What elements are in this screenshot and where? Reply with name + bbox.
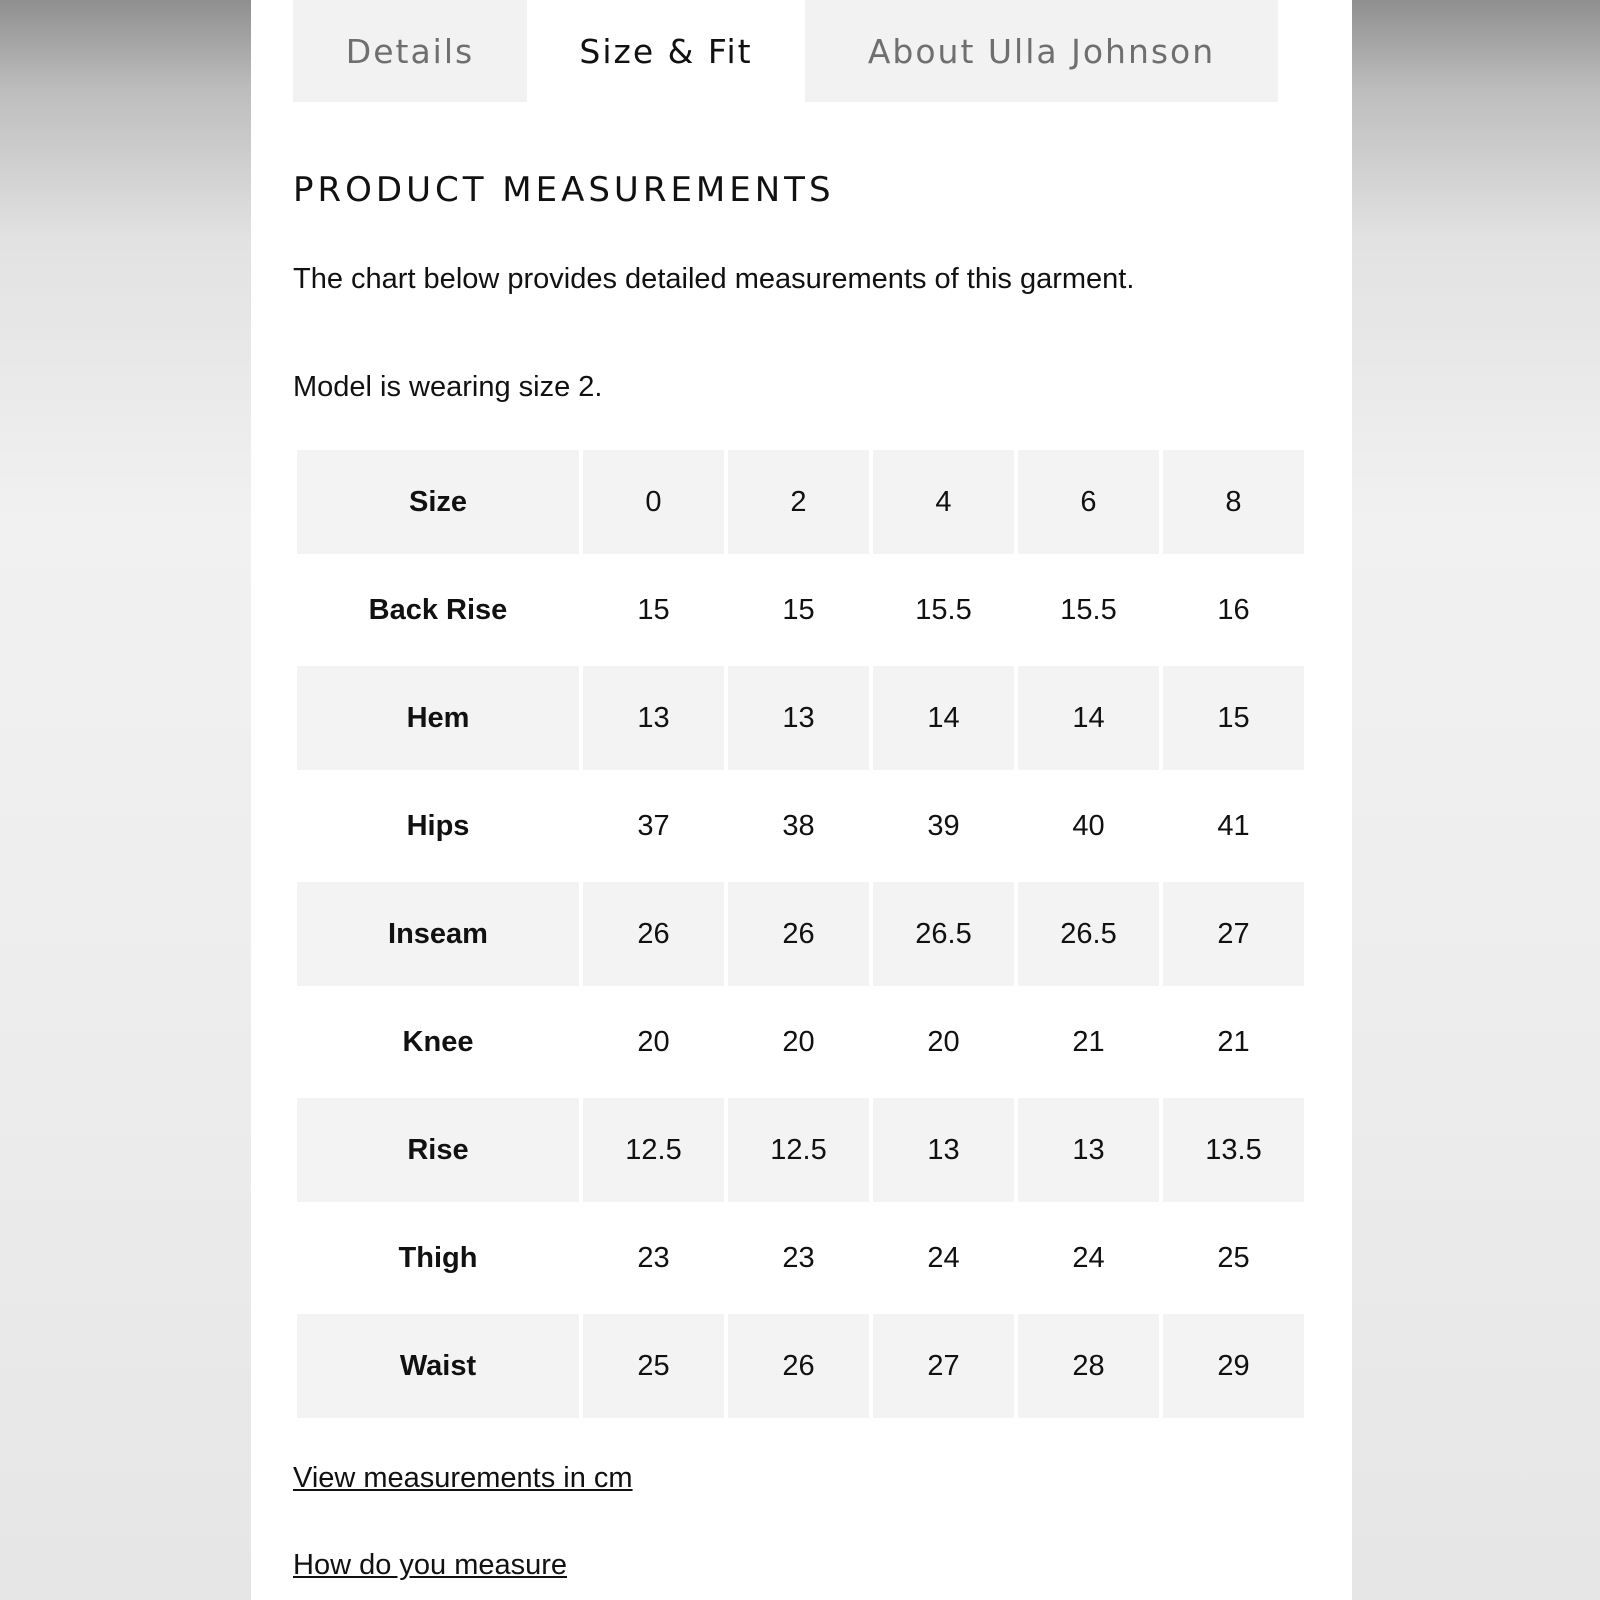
measurements-table: [293, 446, 1308, 1422]
table-cell: 21: [1072, 1025, 1105, 1058]
table-cell: 23: [637, 1241, 670, 1274]
table-cell: 13: [873, 1098, 1014, 1202]
table-row: [297, 1098, 1304, 1202]
table-cell: 13: [1018, 1098, 1159, 1202]
table-cell: 24: [1072, 1241, 1105, 1274]
row-label: Waist: [297, 1314, 579, 1418]
table-cell: 21: [1217, 1025, 1250, 1058]
table-cell: 12.5: [583, 1098, 724, 1202]
table-cell: 15: [1163, 666, 1304, 770]
table-cell: 39: [927, 809, 960, 842]
table-cell: 15.5: [915, 593, 972, 626]
size-header-cell: 4: [873, 450, 1014, 554]
product-panel: [251, 0, 1352, 1600]
row-label: Rise: [297, 1098, 579, 1202]
tab-details[interactable]: Details: [293, 0, 527, 102]
size-header-cell: 8: [1163, 450, 1304, 554]
table-header-row: [297, 450, 1304, 554]
table-cell: 26.5: [873, 882, 1014, 986]
table-cell: 12.5: [728, 1098, 869, 1202]
row-label: Knee: [402, 1025, 474, 1058]
table-cell: 26: [583, 882, 724, 986]
table-row: [297, 774, 1304, 878]
table-cell: 14: [1018, 666, 1159, 770]
table-cell: 29: [1163, 1314, 1304, 1418]
model-size-note: Model is wearing size 2.: [293, 371, 603, 403]
row-label: Hips: [406, 809, 470, 842]
table-row: [297, 882, 1304, 986]
table-cell: 41: [1217, 809, 1250, 842]
table-cell: 15.5: [1060, 593, 1117, 626]
row-label: Hem: [297, 666, 579, 770]
table-cell: 13.5: [1163, 1098, 1304, 1202]
table-row: [297, 558, 1304, 662]
size-header-cell: 0: [583, 450, 724, 554]
row-label: Inseam: [297, 882, 579, 986]
table-row: [297, 1314, 1304, 1418]
table-cell: 24: [927, 1241, 960, 1274]
table-cell: 15: [782, 593, 815, 626]
size-header-label: Size: [297, 450, 579, 554]
table-cell: 15: [637, 593, 670, 626]
table-cell: 23: [782, 1241, 815, 1274]
table-cell: 38: [782, 809, 815, 842]
table-cell: 37: [637, 809, 670, 842]
tab-about-brand[interactable]: About Ulla Johnson: [805, 0, 1278, 102]
table-cell: 14: [873, 666, 1014, 770]
table-cell: 26: [728, 1314, 869, 1418]
how-to-measure-link[interactable]: How do you measure: [293, 1549, 568, 1581]
table-cell: 40: [1072, 809, 1105, 842]
view-cm-link[interactable]: View measurements in cm: [293, 1462, 633, 1494]
table-cell: 13: [583, 666, 724, 770]
table-cell: 20: [927, 1025, 960, 1058]
row-label: Back Rise: [368, 593, 508, 626]
size-header-cell: 6: [1018, 450, 1159, 554]
table-row: [297, 666, 1304, 770]
table-row: [297, 990, 1304, 1094]
table-cell: 13: [728, 666, 869, 770]
table-cell: 28: [1018, 1314, 1159, 1418]
size-header-cell: 2: [728, 450, 869, 554]
row-label: Thigh: [398, 1241, 478, 1274]
table-cell: 26: [728, 882, 869, 986]
chart-description: The chart below provides detailed measurements of this garment.: [293, 263, 1135, 295]
table-cell: 20: [637, 1025, 670, 1058]
table-cell: 27: [1163, 882, 1304, 986]
tab-bar: [293, 0, 1278, 102]
section-heading: PRODUCT MEASUREMENTS: [293, 170, 835, 210]
table-cell: 27: [873, 1314, 1014, 1418]
table-cell: 20: [782, 1025, 815, 1058]
table-cell: 16: [1217, 593, 1250, 626]
table-cell: 26.5: [1018, 882, 1159, 986]
table-cell: 25: [583, 1314, 724, 1418]
tab-size-fit[interactable]: Size & Fit: [527, 0, 805, 102]
table-cell: 25: [1217, 1241, 1250, 1274]
table-row: [297, 1206, 1304, 1310]
